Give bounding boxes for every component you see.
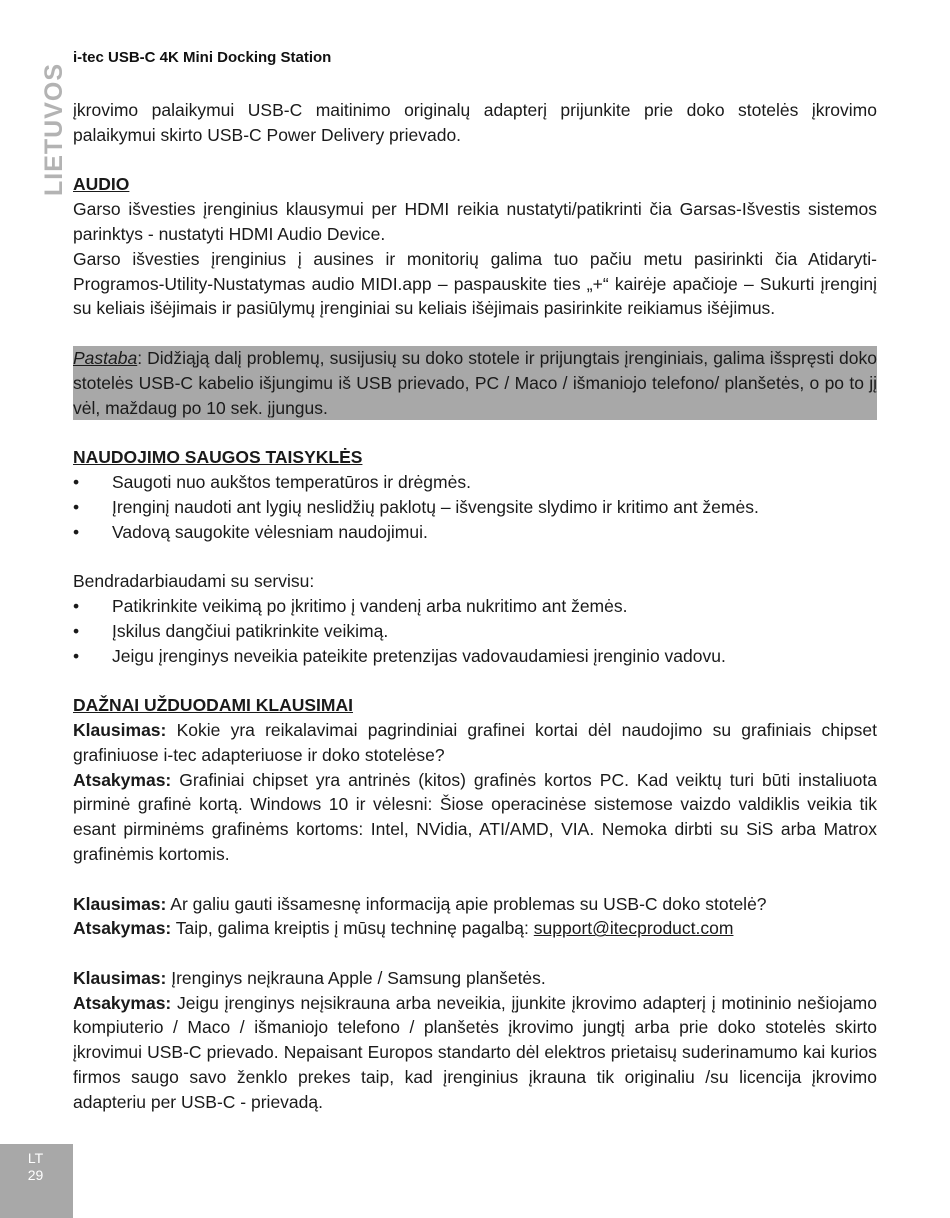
question-label: Klausimas: <box>73 893 167 914</box>
faq-heading: DAŽNAI UŽDUODAMI KLAUSIMAI <box>73 695 353 716</box>
faq-answer-3 <box>73 991 877 1115</box>
question-label: Klausimas: <box>73 967 167 988</box>
answer-label: Atsakymas: <box>73 992 172 1013</box>
intro-paragraph: įkrovimo palaikymui USB-C maitinimo originalų adapterį prijunkite prie doko stotelės įkrovimo palaikymui skirto USB-C Power Delivery prievado. <box>73 100 877 145</box>
audio-paragraph-1: Garso išvesties įrenginius klausymui per HDMI reikia nustatyti/patikrinti čia Garsas-Išvestis sistemos parinktys - nustatyti HDMI Audio Device. <box>73 199 877 244</box>
faq-question-2 <box>73 892 877 917</box>
list-item: • Jeigu įrenginys neveikia pateikite pretenzijas vadovaudamiesi įrenginio vadovu. <box>73 644 877 669</box>
audio-heading: AUDIO <box>73 174 130 195</box>
safety-list <box>73 470 877 544</box>
page-number-box <box>0 1144 73 1218</box>
support-email-link[interactable]: support@itecproduct.com <box>533 918 734 939</box>
note-text: : Didžiąją dalį problemų, susijusių su doko stotele ir prijungtais įrenginiais, galima išspręsti doko stotelės USB-C kabelio išjungimu iš USB prievado, PC / Maco / išmaniojo telefono/ planšetės, o po to jį vėl, maždaug po 10 sek. įjungus. <box>73 347 877 418</box>
answer-label: Atsakymas: <box>73 918 172 939</box>
list-item: • Vadovą saugokite vėlesniam naudojimui. <box>73 520 877 545</box>
document-body <box>73 98 877 1115</box>
answer-text: Taip, galima kreiptis į mūsų techninę pagalbą: <box>171 918 534 939</box>
language-code: LT <box>27 1150 44 1166</box>
side-language-label: LIETUVOS <box>40 62 68 196</box>
answer-text: Grafiniai chipset yra antrinės (kitos) grafinės kortos PC. Kad veiktų turi būti instaliuota pirminė grafinė kortą. Windows 10 ir vėlesni: Šiose operacinėse sistemose vaizdo valdiklis veikia tik esant pirminėms grafinėms kortoms: Intel, NVidia, ATI/AMD, VIA. Nemoka dirbti su SiS arba Matrox grafinėmis kortomis. <box>73 769 877 864</box>
question-text: Įrenginys neįkrauna Apple / Samsung planšetės. <box>166 967 546 988</box>
audio-paragraph-2: Garso išvesties įrenginius į ausines ir monitorių galima tuo pačiu metu pasirinkti čia Atidaryti-Programos-Utility-Nustatymas audio MIDI.app – paspauskite ties „+“ kairėje apačioje – Sukurti įrenginį su keliais išėjimais ir pasiūlymų įrenginiai su keliais išėjimais pasirinkite reikiamus išėjimus. <box>73 248 877 319</box>
faq-answer-2 <box>73 916 877 941</box>
list-item: • Patikrinkite veikimą po įkritimo į vandenį arba nukritimo ant žemės. <box>73 594 877 619</box>
question-text: Ar galiu gauti išsamesnę informaciją apie problemas su USB-C doko stotelė? <box>166 893 767 914</box>
page-number: 29 <box>27 1167 44 1183</box>
answer-label: Atsakymas: <box>73 769 172 790</box>
faq-question-3 <box>73 966 877 991</box>
safety-heading: NAUDOJIMO SAUGOS TAISYKLĖS <box>73 447 363 468</box>
question-label: Klausimas: <box>73 719 167 740</box>
service-list <box>73 594 877 668</box>
service-intro: Bendradarbiaudami su servisu: <box>73 571 315 592</box>
faq-question-1 <box>73 718 877 768</box>
faq-answer-1 <box>73 768 877 867</box>
note-label: Pastaba <box>73 347 138 368</box>
answer-text: Jeigu įrenginys neįsikrauna arba neveikia, įjunkite įkrovimo adapterį į motininio nešiojamo kompiuterio / Maco / išmaniojo telefono / planšetės įkrovimo jungtį arba prie doko stotelės skirto įkrovimui USB-C prievado. Nepaisant Europos standarto dėl elektros prietaisų suderinamumo kai kurios firmos saugo savo ženklo prekes taip, kad įrenginius įkrauna tik originaliu /su licencija įkrovimo adapteriu per USB-C - prievadą. <box>73 992 877 1112</box>
document-header-title: i-tec USB-C 4K Mini Docking Station <box>73 49 332 66</box>
note-box <box>73 346 877 420</box>
list-item: • Saugoti nuo aukštos temperatūros ir drėgmės. <box>73 470 877 495</box>
list-item: • Įskilus dangčiui patikrinkite veikimą. <box>73 619 877 644</box>
list-item: • Įrenginį naudoti ant lygių neslidžių paklotų – išvengsite slydimo ir kritimo ant žemės. <box>73 495 877 520</box>
question-text: Kokie yra reikalavimai pagrindiniai grafinei kortai dėl naudojimo su grafiniais chipset grafiniuose i-tec adapteriuose ir doko stotelėse? <box>73 719 877 765</box>
